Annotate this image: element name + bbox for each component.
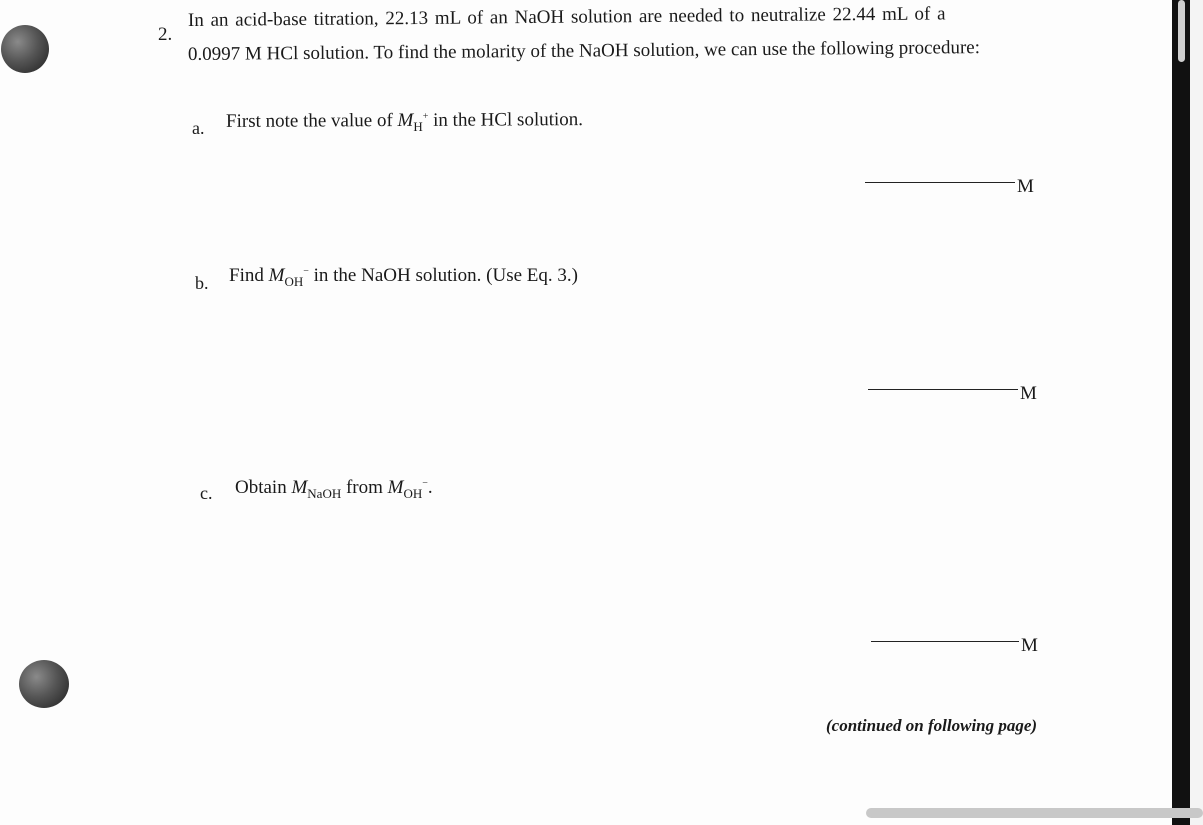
part-c-second-variable-superscript: − xyxy=(422,478,428,489)
part-a-variable: M xyxy=(397,109,414,132)
question-text-line-2: 0.0997 M HCl solution. To find the molarity of the NaOH solution, we can use the following procedure: xyxy=(187,37,981,65)
page-edge-shadow xyxy=(1172,0,1190,825)
adjacent-page-strip xyxy=(1190,0,1203,825)
part-a-variable-superscript: + xyxy=(422,110,429,122)
part-b-variable: M xyxy=(268,265,285,286)
part-b-label: b. xyxy=(195,273,209,293)
part-a-text-after: in the HCl solution. xyxy=(428,109,584,131)
part-c-answer-line[interactable] xyxy=(871,641,1019,642)
part-c-text-before: Obtain xyxy=(235,477,292,498)
binder-hole-bottom xyxy=(19,660,69,708)
horizontal-scrollbar[interactable] xyxy=(866,808,1203,818)
part-b-text-after: in the NaOH solution. (Use Eq. 3.) xyxy=(308,265,578,286)
continued-note: (continued on following page) xyxy=(826,716,1038,735)
binder-hole-top xyxy=(1,25,49,73)
part-a-variable-subscript: H xyxy=(413,118,423,134)
part-b-variable-superscript: − xyxy=(303,266,309,277)
question-number: 2. xyxy=(158,24,173,45)
part-c-label: c. xyxy=(200,483,213,503)
part-c-text-middle: from xyxy=(341,477,388,498)
part-b-text-before: Find xyxy=(229,265,269,286)
part-c-second-variable-subscript: OH xyxy=(403,486,423,501)
question-text-line-1: In an acid-base titration, 22.13 mL of an NaOH solution are needed to neutralize 22.44 mL of a xyxy=(187,3,946,31)
part-b-prompt xyxy=(229,265,578,287)
part-a-label: a. xyxy=(192,118,205,138)
part-c-text-after: . xyxy=(427,477,433,498)
part-c-variable-subscript: NaOH xyxy=(307,486,342,501)
part-c-variable: M xyxy=(291,477,308,498)
part-a-answer-line[interactable] xyxy=(865,182,1015,183)
part-a-prompt xyxy=(226,109,583,133)
part-b-variable-subscript: OH xyxy=(284,274,304,289)
part-a-text-before: First note the value of xyxy=(225,110,398,132)
part-c-prompt xyxy=(235,477,433,499)
part-c-second-variable: M xyxy=(387,477,404,498)
vertical-scrollbar[interactable] xyxy=(1178,0,1185,62)
part-b-answer-line[interactable] xyxy=(868,389,1018,390)
part-a-unit: M xyxy=(1017,176,1034,197)
part-b-unit: M xyxy=(1020,383,1037,404)
part-c-unit: M xyxy=(1021,635,1038,656)
